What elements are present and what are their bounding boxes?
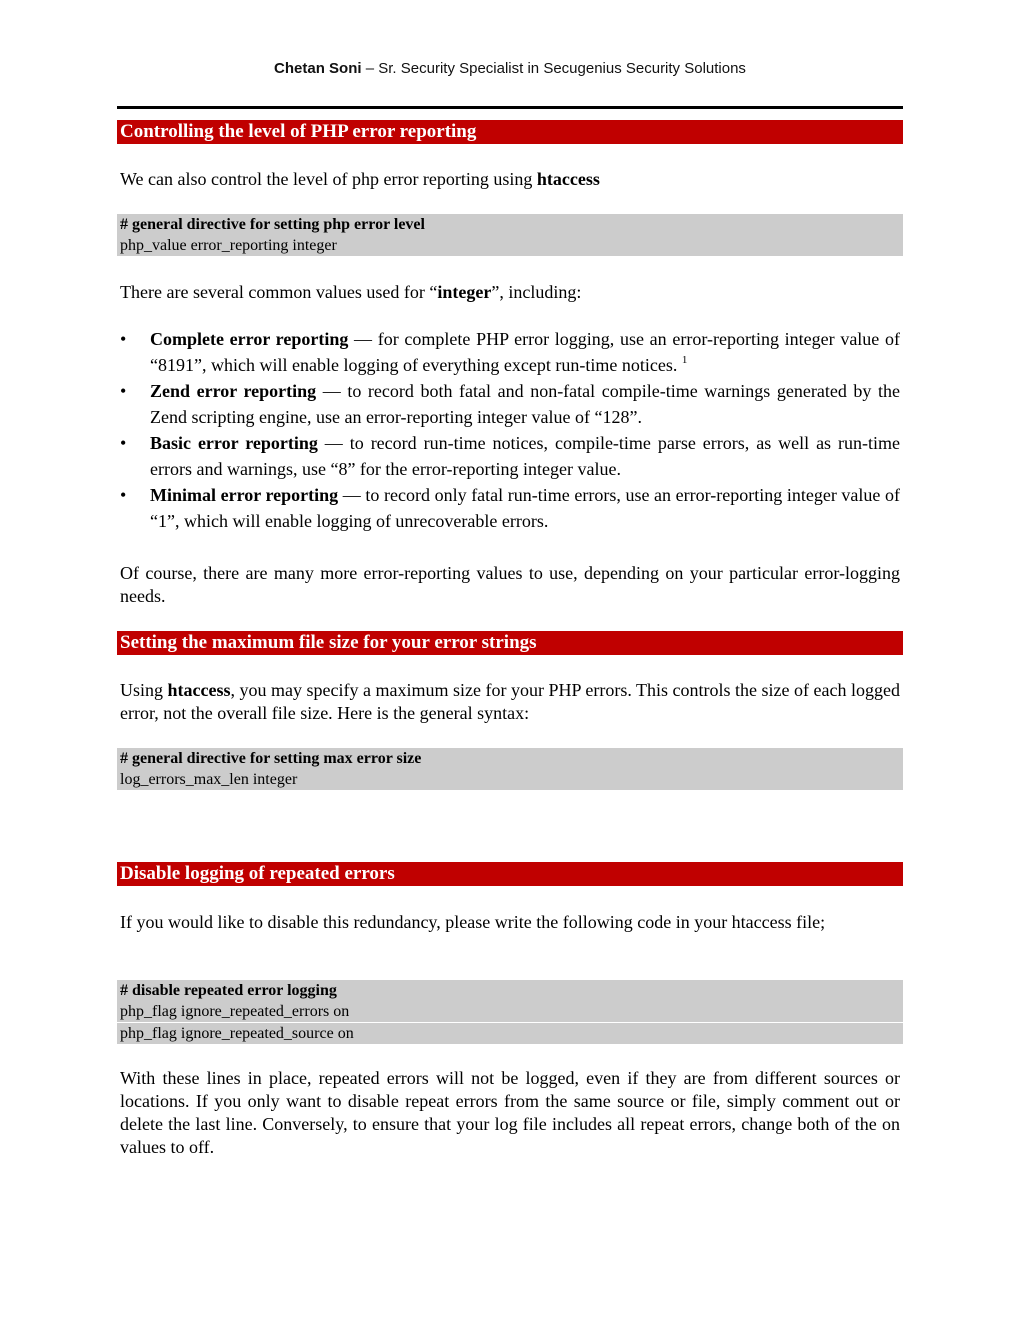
- list-item-text: — to record both fatal and non-fatal compile-time warnings generated by the Zend scripting engine, use an error-reporting integer value of “128”.: [150, 381, 900, 427]
- code-block-error-level: [117, 214, 903, 256]
- code-block-repeated-errors: [117, 980, 903, 1044]
- code-comment-text: # general directive for setting php error level: [120, 216, 425, 233]
- code-line: php_value error_reporting integer: [120, 237, 337, 254]
- list-item-title: Zend error reporting: [150, 381, 317, 401]
- bullet-icon: •: [120, 433, 127, 453]
- header-dash: –: [361, 60, 379, 77]
- header-role: Sr. Security Specialist in Secugenius Security Solutions: [378, 60, 746, 77]
- section1-intro: [120, 168, 900, 191]
- section1-intro-text: We can also control the level of php error reporting using: [120, 169, 537, 189]
- code-comment-text: # general directive for setting max error size: [120, 750, 422, 767]
- values-bold: integer: [437, 282, 492, 302]
- bullet-icon: •: [120, 329, 127, 349]
- list-item-text: — to record run-time notices, compile-time parse errors, as well as run-time errors and warnings, use “8” for the error-reporting integer value.: [150, 433, 900, 479]
- list-item: [120, 482, 900, 534]
- header-rule: [117, 106, 903, 109]
- list-item: [120, 326, 900, 378]
- section1-values-intro: [120, 281, 900, 304]
- code-line: log_errors_max_len integer: [120, 771, 298, 788]
- list-item-text: — to record only fatal run-time errors, use an error-reporting integer value of “1”, which will enable logging of unrecoverable errors.: [150, 485, 900, 531]
- section1-intro-bold: htaccess: [536, 169, 600, 189]
- code-comment: [117, 214, 903, 235]
- list-item-title: Minimal error reporting: [150, 485, 339, 505]
- values-post: ”, including:: [491, 282, 582, 302]
- section-title-max-size: Setting the maximum file size for your error strings: [117, 631, 903, 655]
- error-level-list: [120, 326, 900, 534]
- list-item: [120, 378, 900, 430]
- code-comment-text: # disable repeated error logging: [120, 982, 337, 999]
- code-line: php_flag ignore_repeated_source on: [117, 1022, 903, 1044]
- bullet-icon: •: [120, 381, 127, 401]
- code-comment: [117, 748, 903, 769]
- values-pre: There are several common values used for “: [120, 282, 438, 302]
- section1-closing: Of course, there are many more error-reporting values to use, depending on your particular error-logging needs.: [120, 563, 900, 606]
- list-item-text: — for complete PHP error logging, use an error-reporting integer value of “8191”, which will enable logging of everything except run-time notices.: [150, 329, 900, 375]
- section2-intro: [120, 679, 900, 725]
- footnote-marker: 1: [681, 354, 688, 366]
- page-header: [0, 60, 1020, 77]
- list-item-title: Basic error reporting: [150, 433, 318, 453]
- header-author: Chetan Soni: [274, 60, 362, 77]
- code-block-max-size: [117, 748, 903, 790]
- section-title-repeated-errors: Disable logging of repeated errors: [117, 862, 903, 886]
- code-line: php_flag ignore_repeated_errors on: [120, 1003, 350, 1020]
- code-comment: [117, 980, 903, 1001]
- list-item-title: Complete error reporting: [150, 329, 349, 349]
- list-item: [120, 430, 900, 482]
- section3-intro: If you would like to disable this redundancy, please write the following code in your htaccess file;: [120, 912, 826, 932]
- section2-intro-bold: htaccess: [167, 680, 231, 700]
- section2-intro-pre: Using: [120, 680, 168, 700]
- section-title-error-level: Controlling the level of PHP error reporting: [117, 120, 903, 144]
- section2-intro-post: , you may specify a maximum size for your PHP errors. This controls the size of each logged error, not the overall file size. Here is the general syntax:: [120, 680, 900, 723]
- bullet-icon: •: [120, 485, 127, 505]
- section3-closing: With these lines in place, repeated errors will not be logged, even if they are from different sources or locations. If you only want to disable repeat errors from the same source or file, simply comment out or delete the last line. Conversely, to ensure that your log file includes all repeat errors, change both of the on values to off.: [120, 1068, 900, 1157]
